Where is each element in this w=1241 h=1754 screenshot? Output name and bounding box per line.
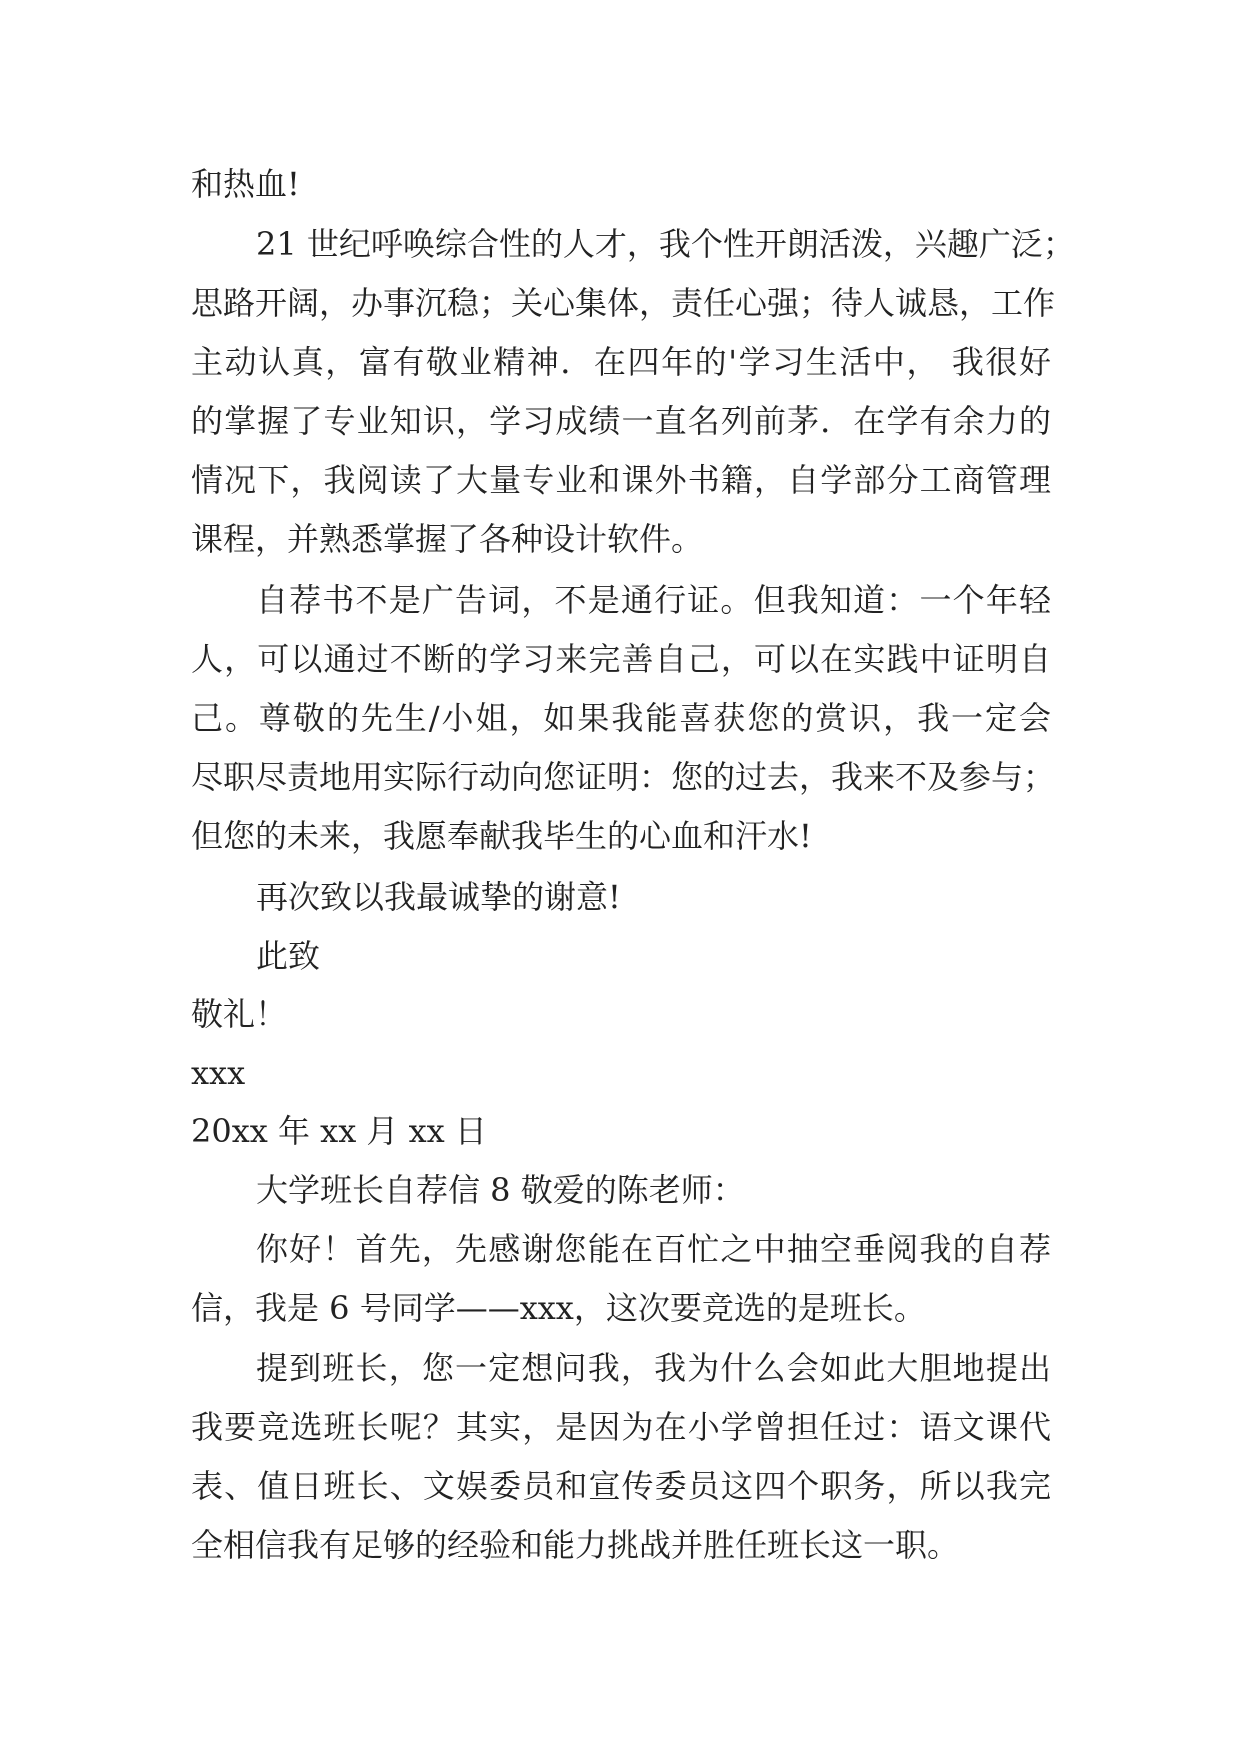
text-line: 己。尊敬的先生/小姐，如果我能喜获您的赏识，我一定会: [191, 699, 1051, 737]
text-line: 和热血!: [191, 165, 300, 203]
text-line: 的掌握了专业知识，学习成绩一直名列前茅．在学有余力的: [191, 402, 1051, 440]
text-line: 情况下，我阅读了大量专业和课外书籍，自学部分工商管理: [191, 461, 1051, 499]
text-line: 人，可以通过不断的学习来完善自己，可以在实践中证明自: [191, 640, 1051, 678]
paragraph-first-line: 提到班长，您一定想问我，我为什么会如此大胆地提出: [256, 1349, 1051, 1387]
text-line: 尽职尽责地用实际行动向您证明：您的过去，我来不及参与；: [191, 758, 1056, 796]
signature-date: 20xx 年 xx 月 xx 日: [191, 1112, 487, 1150]
text-line: 主动认真，富有敬业精神．在四年的'学习生活中， 我很好: [191, 343, 1051, 381]
text-line: 我要竞选班长呢？其实，是因为在小学曾担任过：语文课代: [191, 1408, 1051, 1446]
closing-salutation: 此致: [256, 937, 321, 975]
text-line: 信，我是 6 号同学——xxx，这次要竞选的是班长。: [191, 1289, 926, 1327]
paragraph-first-line: 21 世纪呼唤综合性的人才，我个性开朗活泼，兴趣广泛；: [256, 225, 1075, 263]
paragraph-first-line: 你好！首先，先感谢您能在百忙之中抽空垂阅我的自荐: [256, 1230, 1051, 1268]
closing-regards: 敬礼！: [191, 995, 288, 1033]
text-line: 表、值日班长、文娱委员和宣传委员这四个职务，所以我完: [191, 1467, 1051, 1505]
text-line: 全相信我有足够的经验和能力挑战并胜任班长这一职。: [191, 1526, 960, 1564]
paragraph-first-line: 自荐书不是广告词，不是通行证。但我知道：一个年轻: [256, 581, 1051, 619]
signature-name: xxx: [191, 1054, 246, 1092]
text-line: 课程，并熟悉掌握了各种设计软件。: [191, 520, 704, 558]
text-line: 思路开阔，办事沉稳；关心集体，责任心强；待人诚恳，工作: [191, 284, 1056, 322]
text-line: 但您的未来，我愿奉献我毕生的心血和汗水!: [191, 817, 812, 855]
section-title: 大学班长自荐信 8 敬爱的陈老师：: [256, 1171, 745, 1209]
closing-thanks: 再次致以我最诚挚的谢意!: [256, 878, 621, 916]
